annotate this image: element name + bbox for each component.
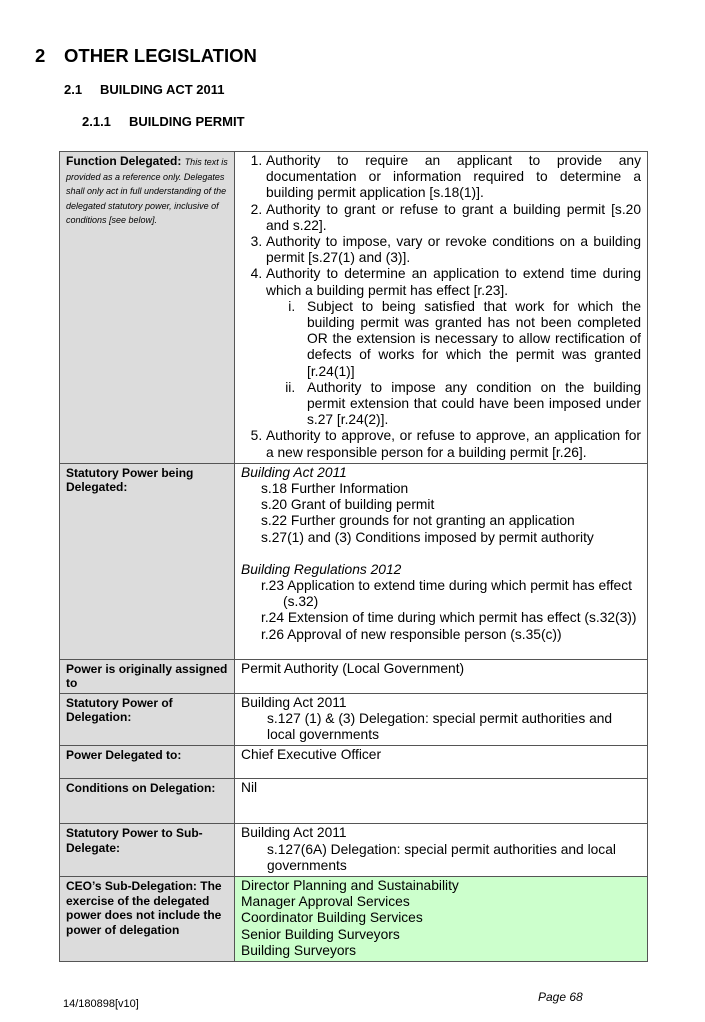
sub-delegate-power-value <box>235 824 648 877</box>
label-power-assigned: Power is originally assigned to <box>60 659 235 693</box>
sub-delegate-officer: Building Surveyors <box>241 942 357 958</box>
row-sub-delegate-power <box>60 824 648 877</box>
row-ceo-sub-delegation <box>60 877 648 962</box>
function-subitem: ii. Authority to impose any condition on the building permit extension that could have been imposed under s.27 [r.24(2)]. <box>299 380 641 429</box>
row-function-delegated <box>60 152 648 464</box>
sub-delegate-officer: Director Planning and Sustainability <box>241 878 459 894</box>
regulation-r23-ref: (s.32) <box>283 594 319 610</box>
sub-delegate-section: s.127(6A) Delegation: special permit authorities and local governments <box>267 841 616 873</box>
heading-2-number: 2.1 <box>64 82 83 97</box>
delegation-table <box>59 151 648 962</box>
act-section: s.18 Further Information <box>261 481 409 497</box>
heading-level-2 <box>64 82 225 97</box>
function-delegated-value <box>235 152 648 464</box>
act-section: s.20 Grant of building permit <box>261 497 435 513</box>
delegation-section: s.127 (1) & (3) Delegation: special permit authorities and local governments <box>267 711 613 743</box>
label-power-of-delegation: Statutory Power of Delegation: <box>60 693 235 746</box>
reference-note: This text is provided as a reference only. Delegates shall only act in full understanding of the delegated statutory power, inclusive of conditions [see below]. <box>66 157 228 225</box>
act-title: Building Act 2011 <box>241 464 347 480</box>
act-section: s.22 Further grounds for not granting an application <box>261 513 575 529</box>
power-assigned-value: Permit Authority (Local Government) <box>235 659 648 693</box>
function-item: 3. Authority to impose, vary or revoke conditions on a building permit [s.27(1) and (3)]. <box>266 234 641 266</box>
label-ceo-sub-delegation: CEO’s Sub-Delegation: The exercise of the delegated power does not include the power of delegation <box>60 877 235 962</box>
sub-delegate-act: Building Act 2011 <box>241 825 347 841</box>
delegated-to-value: Chief Executive Officer <box>235 746 648 779</box>
function-subitem: i. Subject to being satisfied that work for which the building permit was granted has not been completed OR the extension is necessary to allow rectification of defects of works for which the permit was granted [r.24(1)] <box>299 299 641 380</box>
regulations-title: Building Regulations 2012 <box>241 561 402 577</box>
regulation-r24: r.24 Extension of time during which permit has effect (s.32(3)) <box>261 610 637 626</box>
heading-3-text: BUILDING PERMIT <box>129 114 245 129</box>
function-item: 1. Authority to require an applicant to provide any documentation or information required to determine a building permit application [s.18(1)]. <box>266 153 641 202</box>
heading-2-text: BUILDING ACT 2011 <box>100 82 225 97</box>
label-sub-delegate-power: Statutory Power to Sub-Delegate: <box>60 824 235 877</box>
act-section: s.27(1) and (3) Conditions imposed by permit authority <box>261 529 594 545</box>
ceo-sub-delegation-value <box>235 877 648 962</box>
row-power-assigned <box>60 659 648 693</box>
power-of-delegation-value <box>235 693 648 746</box>
page-number: Page 68 <box>538 990 583 1004</box>
sub-delegate-officer: Senior Building Surveyors <box>241 926 400 942</box>
sub-delegate-officer: Manager Approval Services <box>241 894 410 910</box>
function-item: 2. Authority to grant or refuse to grant a building permit [s.20 and s.22]. <box>266 202 641 234</box>
regulation-r23: r.23 Application to extend time during which permit has effect <box>261 578 632 594</box>
label-conditions: Conditions on Delegation: <box>60 779 235 824</box>
function-list <box>241 153 641 461</box>
heading-1-number: 2 <box>35 45 46 66</box>
statutory-power-value <box>235 463 648 659</box>
label-function-delegated: Function Delegated: This text is provided as a reference only. Delegates shall only act in full understanding of the delegated statutory power, inclusive of conditions [see below]. <box>60 152 235 464</box>
function-item: 4. Authority to determine an application to extend time during which a building permit has effect [r.23]. i. Subject to being satisfied that work for which the building permit was granted has not been completed OR the extension is necessary to allow rectification of defects of works for which the permit was granted [r.24(1)] ii. Authority to impose any condition on the building permit extension that could have been imposed under s.27 [r.24(2)]. <box>266 266 641 428</box>
label-delegated-to: Power Delegated to: <box>60 746 235 779</box>
heading-1-text: OTHER LEGISLATION <box>64 45 257 66</box>
heading-3-number: 2.1.1 <box>82 114 111 129</box>
label-statutory-power: Statutory Power being Delegated: <box>60 463 235 659</box>
function-sublist <box>266 299 641 429</box>
row-conditions <box>60 779 648 824</box>
row-statutory-power <box>60 463 648 659</box>
row-power-of-delegation <box>60 693 648 746</box>
regulation-r26: r.26 Approval of new responsible person (s.35(c)) <box>261 626 562 642</box>
document-id: 14/180898[v10] <box>63 998 139 1010</box>
sub-delegate-officer: Coordinator Building Services <box>241 910 423 926</box>
conditions-value: Nil <box>235 779 648 824</box>
function-item: 5. Authority to approve, or refuse to approve, an application for a new responsible person for a building permit [r.26]. <box>266 428 641 460</box>
row-delegated-to <box>60 746 648 779</box>
heading-level-1 <box>35 45 257 67</box>
delegation-act: Building Act 2011 <box>241 694 347 710</box>
heading-level-3 <box>82 114 245 129</box>
